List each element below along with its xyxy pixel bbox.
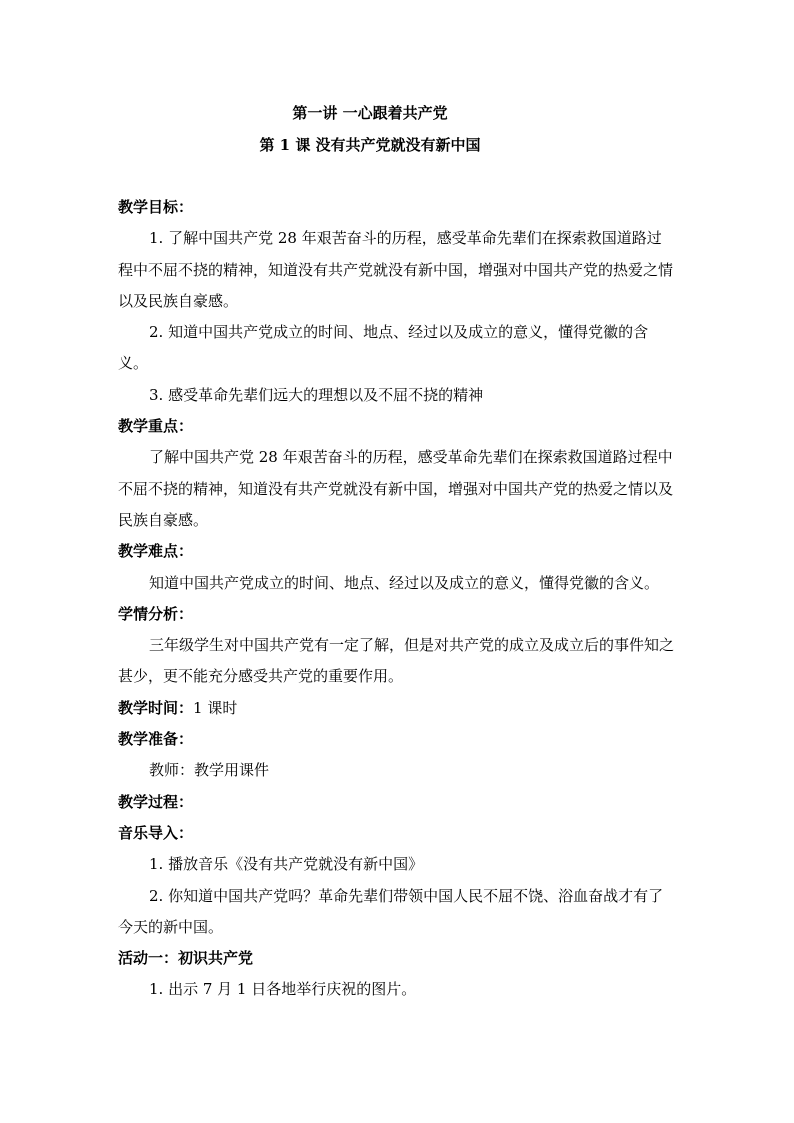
activity1-heading: 活动一：初识共产党 (118, 949, 254, 968)
key-points-text: 了解中国共产党 28 年艰苦奋斗的历程，感受革命先辈们在探索救国道路过程中不屈不挠的精神，知道没有共产党就没有新中国，增强对中国共产党的热爱之情以及民族自豪感。 (118, 448, 674, 529)
goal-item-1: 1. 了解中国共产党 28 年艰苦奋斗的历程，感受革命先辈们在探索救国道路过程中不屈不挠的精神，知道没有共产党就没有新中国，增强对中国共产党的热爱之情以及民族自豪感。 (118, 229, 674, 310)
goal-item-2: 2. 知道中国共产党成立的时间、地点、经过以及成立的意义，懂得党徽的含义。 (118, 323, 649, 373)
intro-item-1: 1. 播放音乐《没有共产党就没有新中国》 (149, 855, 424, 874)
lesson-plan-body (118, 192, 676, 1006)
time-heading: 教学时间： (118, 698, 194, 717)
goals-heading: 教学目标： (118, 198, 194, 216)
lesson-title: 第 1 课 没有共产党就没有新中国 (259, 136, 481, 154)
analysis-text: 三年级学生对中国共产党有一定了解，但是对共产党的成立及成立后的事件知之甚少，更不能充分感受共产党的重要作用。 (118, 636, 675, 686)
goal-item-3: 3. 感受革命先辈们远大的理想以及不屈不挠的精神 (149, 385, 484, 404)
difficulty-text: 知道中国共产党成立的时间、地点、经过以及成立的意义，懂得党徽的含义。 (149, 573, 660, 592)
analysis-heading: 学情分析： (118, 604, 194, 623)
preparation-heading: 教学准备： (118, 730, 194, 749)
key-points-heading: 教学重点： (118, 417, 194, 436)
lecture-title: 第一讲 一心跟着共产党 (292, 104, 448, 122)
activity1-item-1: 1. 出示 7 月 1 日各地举行庆祝的图片。 (149, 980, 417, 999)
preparation-text: 教师：教学用课件 (149, 761, 270, 780)
time-value: 1 课时 (193, 698, 238, 717)
intro-heading: 音乐导入： (118, 823, 194, 842)
teaching-time-line (118, 693, 676, 724)
difficulty-heading: 教学难点： (118, 542, 194, 561)
intro-item-2: 2. 你知道中国共产党吗？革命先辈们带领中国人民不屈不饶、浴血奋战才有了今天的新中国。 (118, 886, 664, 936)
process-heading: 教学过程： (118, 792, 194, 811)
